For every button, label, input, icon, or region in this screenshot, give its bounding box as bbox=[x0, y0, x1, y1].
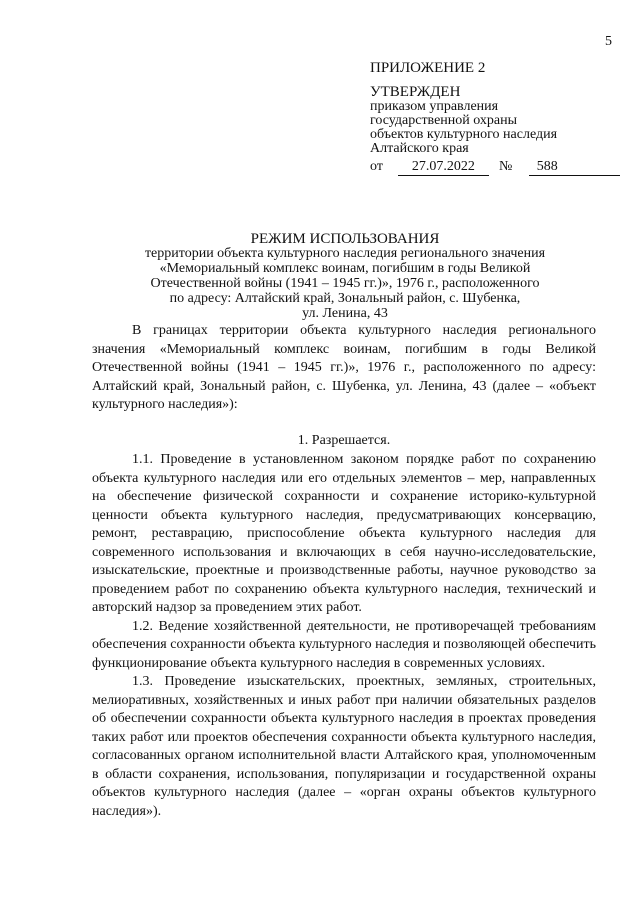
title-subtitle-line: по адресу: Алтайский край, Зональный район, с. Шубенка, bbox=[169, 291, 521, 306]
approved-label: УТВЕРЖДЕН bbox=[370, 84, 461, 100]
clause-paragraph: 1.3. Проведение изыскательских, проектных, земляных, строительных, мелиоративных, хозяйственных и иных работ при наличии обязательных разделов об обеспечении сохранности объекта культурного наследия в проектах проведения таких работ или проектов обеспечения сохранности объекта культурного наследия, согласованных органом исполнительной власти Алтайского края, уполномоченным в области сохранения, использования, популяризации и государственной охраны объектов культурного наследия (далее – «орган охраны объектов культурного наследия»). bbox=[92, 674, 596, 819]
title-heading: РЕЖИМ ИСПОЛЬЗОВАНИЯ bbox=[250, 231, 440, 247]
issuer-line: объектов культурного наследия bbox=[370, 127, 558, 142]
title-subtitle-line: «Мемориальный комплекс воинам, погибшим в годы Великой bbox=[159, 261, 531, 276]
page-number: 5 bbox=[605, 34, 612, 49]
appendix-label: ПРИЛОЖЕНИЕ 2 bbox=[370, 60, 486, 76]
document-title bbox=[100, 232, 590, 321]
title-subtitle-line: ул. Ленина, 43 bbox=[302, 306, 388, 321]
order-reference bbox=[370, 159, 620, 176]
order-date: 27.07.2022 bbox=[398, 159, 489, 176]
issuer-line: приказом управления bbox=[370, 99, 499, 114]
approval-stamp bbox=[370, 60, 620, 176]
intro-paragraph: В границах территории объекта культурного наследия регионального значения «Мемориальный комплекс воинам, погибшим в годы Великой Отечественной войны (1941 – 1945 гг.)», 1976 г., расположенного по адресу: Алтайский край, Зональный район, с. Шубенка, ул. Ленина, 43 (далее – «объект культурного наследия»): bbox=[92, 323, 596, 412]
number-label: № bbox=[498, 159, 513, 174]
document-body bbox=[92, 322, 596, 821]
from-label: от bbox=[370, 159, 383, 174]
section-heading: 1. Разрешается. bbox=[297, 432, 391, 448]
clause-paragraph: 1.2. Ведение хозяйственной деятельности, не противоречащей требованиям обеспечения сохранности объекта культурного наследия и позволяющей обеспечить функционирование объекта культурного наследия в современных условиях. bbox=[92, 618, 596, 671]
title-subtitle-line: территории объекта культурного наследия регионального значения bbox=[144, 246, 546, 261]
issuer-line: Алтайского края bbox=[370, 141, 469, 156]
title-subtitle-line: Отечественной войны (1941 – 1945 гг.)», 1976 г., расположенного bbox=[150, 276, 540, 291]
clause-paragraph: 1.1. Проведение в установленном законом порядке работ по сохранению объекта культурного наследия или его отдельных элементов – мер, направленных на обеспечение физической сохранности и сохранение историко-культурной ценности объекта культурного наследия, предусматривающих консервацию, ремонт, реставрацию, приспособление объекта культурного наследия для современного использования и включающих в себя научно-исследовательские, изыскательские, проектные и производственные работы, научное руководство за проведением работ по сохранению объекта культурного наследия, технический и авторский надзор за проведением этих работ. bbox=[92, 452, 596, 615]
order-number: 588 bbox=[529, 159, 620, 176]
issuer-line: государственной охраны bbox=[370, 113, 518, 128]
